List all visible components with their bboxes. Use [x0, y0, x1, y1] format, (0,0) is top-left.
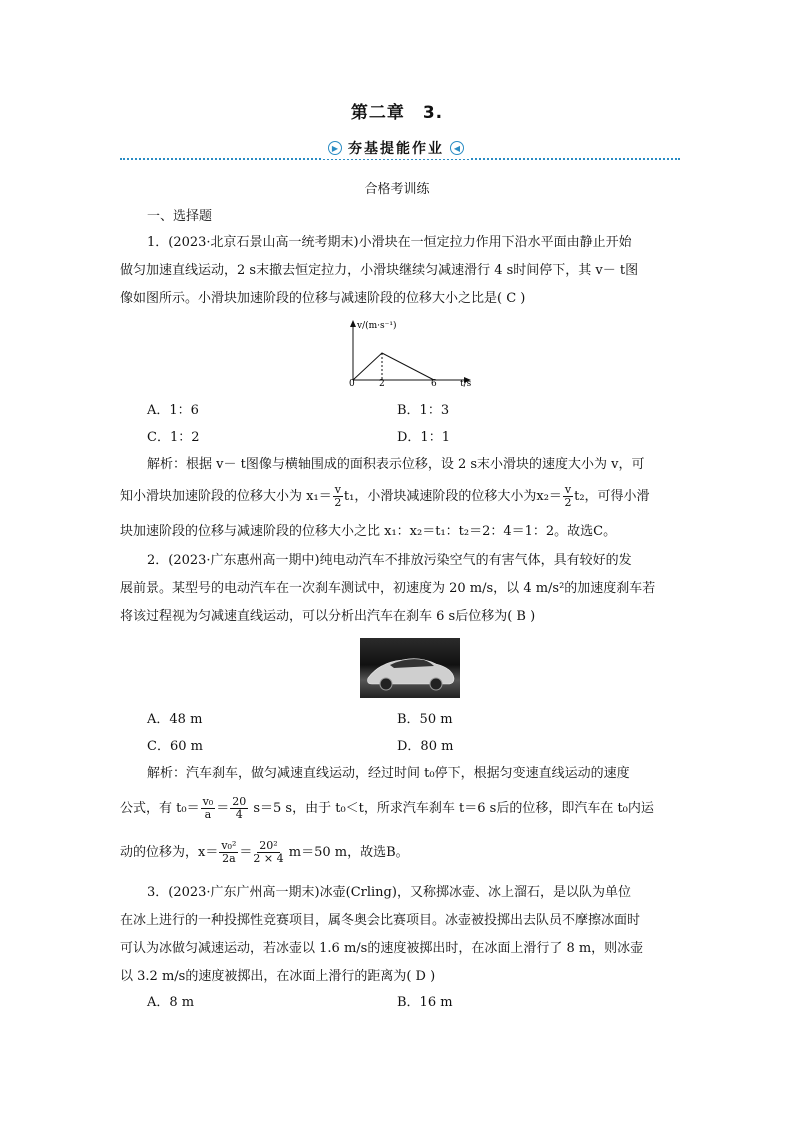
frac-num: 20²: [259, 839, 278, 852]
q1-option-b: B．1：3: [397, 403, 450, 418]
q3-line2: 在冰上进行的一种投掷性竞赛项目，属冬奥会比赛项目。冰壶被投掷出去队员不摩擦冰面时: [120, 913, 641, 928]
q2-solution-line1: 解析：汽车刹车，做匀减速直线运动，经过时间 t₀停下，根据匀变速直线运动的速度: [147, 766, 630, 781]
q1-line3: 像如图所示。小滑块加速阶段的位移与减速阶段的位移大小之比是( C ): [120, 291, 526, 306]
q1-sol2e: t₂，可得小滑: [574, 489, 650, 504]
frac-num: v₀²: [221, 839, 237, 852]
q1-solution-line1: 解析：根据 v－ t图像与横轴围成的面积表示位移，设 2 s末小滑块的速度大小为 v，可: [147, 457, 645, 472]
q1-sol2d: x₂＝: [536, 489, 562, 504]
q2-sol2a: 公式，有 t₀＝: [120, 801, 200, 816]
q1-option-d: D．1：1: [397, 430, 450, 445]
q1-solution-line3: 块加速阶段的位移与减速阶段的位移大小之比 x₁：x₂＝t₁：t₂＝2：4＝1：2。故选C。: [120, 524, 617, 539]
fraction: [333, 484, 343, 509]
q1-sol2c: t₁，小滑块减速阶段的位移大小为: [343, 489, 537, 504]
q3-option-a: A．8 m: [147, 995, 195, 1010]
banner-title: 夯基提能作业: [348, 141, 444, 157]
frac-num: v: [334, 483, 341, 496]
tick-6-label: 6: [431, 379, 437, 389]
part-heading: 一、选择题: [147, 209, 213, 224]
car-photo: [360, 638, 460, 698]
frac-num: 20: [232, 795, 247, 808]
q2-solution-line3: [120, 840, 409, 865]
q1-solution-line2: [120, 484, 650, 509]
q2-option-a: A．48 m: [147, 712, 203, 727]
fraction: [201, 796, 216, 821]
frac-den: 2: [564, 496, 572, 509]
section-banner: [322, 137, 470, 159]
q1-option-a: A．1：6: [147, 403, 199, 418]
q2-option-c: C．60 m: [147, 739, 203, 754]
tick-2-label: 2: [379, 379, 385, 389]
frac-den: 2 × 4: [253, 852, 284, 865]
y-axis-arrow: [350, 320, 356, 327]
q1-line2: 做匀加速直线运动，2 s末撤去恒定拉力，小滑块继续匀减速滑行 4 s时间停下，其 v－ t图: [120, 263, 639, 278]
q2-sol3c: m＝50 m，故选B。: [284, 845, 409, 860]
fraction: [253, 840, 283, 865]
section-title: 合格考训练: [364, 182, 430, 197]
arrow-left-icon: ◀: [450, 141, 464, 155]
q2-sol2c: s＝5 s，由于 t₀＜t，所求汽车刹车 t＝6 s后的位移，即汽车在 t₀内运: [249, 801, 654, 816]
frac-num: v: [564, 483, 572, 496]
frac-den: a: [204, 808, 212, 821]
frac-den: 2a: [222, 852, 236, 865]
vt-line: [353, 353, 434, 380]
q2-option-d: D．80 m: [397, 739, 454, 754]
y-label: v/(m·s⁻¹): [357, 321, 397, 331]
fraction: [563, 484, 573, 509]
frac-num: v₀: [202, 795, 214, 808]
q3-option-b: B．16 m: [397, 995, 453, 1010]
q3-line4: 以 3.2 m/s的速度被掷出，在冰面上滑行的距离为( D ): [120, 969, 436, 984]
q2-sol2b: ＝: [216, 801, 230, 816]
q2-line2: 展前景。某型号的电动汽车在一次刹车测试中，初速度为 20 m/s，以 4 m/s²的加速度刹车若: [120, 581, 656, 596]
car-icon: [360, 638, 460, 698]
origin-label: 0: [349, 379, 355, 389]
q2-sol3b: ＝: [239, 845, 253, 860]
q2-line1: 2．(2023·广东惠州高一期中)纯电动汽车不排放污染空气的有害气体，具有较好的发: [147, 553, 632, 568]
q1-line1: 1．(2023·北京石景山高一统考期末)小滑块在一恒定拉力作用下沿水平面由静止开始: [147, 235, 632, 250]
q3-line1: 3．(2023·广东广州高一期末)冰壶(Crling)，又称掷冰壶、冰上溜石，是以队为单位: [147, 885, 631, 900]
q3-line3: 可认为冰做匀减速运动，若冰壶以 1.6 m/s的速度被掷出时，在冰面上滑行了 8 m，则冰壶: [120, 941, 644, 956]
fraction: [230, 796, 248, 821]
frac-den: 2: [334, 496, 342, 509]
frac-den: 4: [235, 808, 243, 821]
vt-graph: [335, 318, 485, 390]
q1-sol2a: 知小滑块加速阶段的位移大小为: [120, 489, 303, 504]
q1-sol2b: x₁＝: [306, 489, 332, 504]
x-label: t/s: [460, 379, 472, 389]
q2-sol3a: 动的位移为，x＝: [120, 845, 219, 860]
q1-option-c: C．1：2: [147, 430, 200, 445]
q2-solution-line2: [120, 796, 654, 821]
chapter-title: 第二章 3.: [350, 103, 444, 123]
q2-line3: 将该过程视为匀减速直线运动，可以分析出汽车在刹车 6 s后位移为( B ): [120, 609, 536, 624]
q2-option-b: B．50 m: [397, 712, 453, 727]
fraction: [219, 840, 238, 865]
arrow-right-icon: ▶: [328, 141, 342, 155]
